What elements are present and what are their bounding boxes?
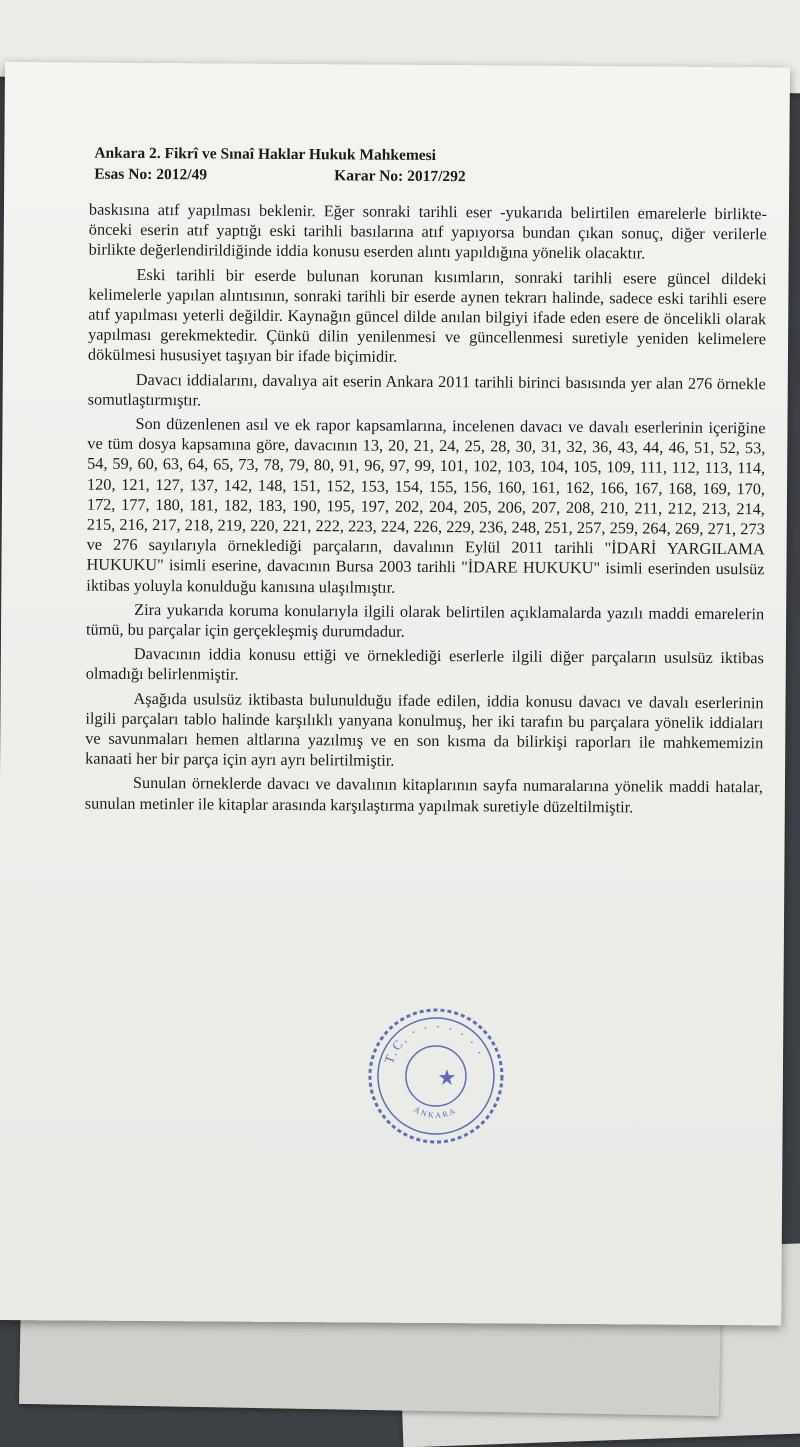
paragraph: Aşağıda usulsüz iktibasta bulunulduğu ifade edilen, iddia konusu davacı ve davalı eserlerinin ilgili parçaları tablo halinde karşılıklı yanyana konulmuş, her iki tarafın bu parçalara yönelik iddiaları ve savunmaları hemen altlarına yazılmış ve en son kısma da bilirkişi raporları ile mahkememizin kanaati her bir parça için ayrı ayrı belirtilmiştir. xyxy=(85,688,764,771)
paragraph: Son düzenlenen asıl ve ek rapor kapsamlarına, incelenen davacı ve davalı eserlerinin içeriğine ve tüm dosya kapsamına göre, davacının 13, 20, 21, 24, 25, 28, 30, 31, 32, 36, 43, 44, 46, 51, 52, 53, 54, 59, 60, 63, 64, 65, 73, 78, 79, 80, 91, 96, 97, 99, 101, 102, 103, 104, 105, 109, 111, 112, 113, 114, 120, 121, 127, 137, 142, 148, 151, 152, 153, 154, 155, 156, 160, 161, 162, 166, 167, 168, 169, 170, 172, 177, 180, 181, 182, 183, 190, 195, 197, 202, 204, 205, 206, 207, 208, 210, 211, 212, 213, 214, 215, 216, 217, 218, 219, 220, 221, 222, 223, 224, 226, 229, 236, 248, 251, 257, 259, 264, 269, 271, 273 ve 276 sayılarıyla örneklediği parçaların, davalının Eylül 2011 tarihli "İDARİ YARGILAMA HUKUKU" isimli eserine, davacının Bursa 2003 tarihli "İDARE HUKUKU" isimli eserinden usulsüz iktibas yoluyla konulduğu kanısına ulaşılmıştır. xyxy=(86,413,766,597)
court-name: Ankara 2. Fikrî ve Sınaî Haklar Hukuk Mahkemesi xyxy=(94,144,437,165)
document-page xyxy=(0,62,790,1325)
svg-text:ANKARA: ANKARA xyxy=(412,1104,459,1121)
esas-number: Esas No: 2012/49 xyxy=(94,165,208,184)
court-seal-stamp xyxy=(362,1003,509,1150)
paragraph: Davacının iddia konusu ettiği ve örneklediği eserlerle ilgili diğer parçaların usulsüz iktibas olmadığı belirlenmiştir. xyxy=(85,644,764,685)
paragraph: Zira yukarıda koruma konularıyla ilgili olarak belirtilen açıklamalarda yazılı maddi emarelerin tümü, bu parçalar için gerçekleşmiş durumdadur. xyxy=(85,599,765,641)
karar-number: Karar No: 2017/292 xyxy=(334,167,466,186)
svg-text:T.C. · · · · · · ·: T.C. · · · · · · · xyxy=(380,1018,489,1066)
paragraph: Eski tarihli bir eserde bulunan korunan kısımların, sonraki tarihli esere güncel dildeki kelimelerle yapılan alıntısının, sonraki tarihli bir eserde aynen tekrarı halinde, sadece eski tarihli esere atıf yapılması yeterli değildir. Kaynağın güncel dilde anılan bilgiyi ifade eden esere de öncelikli olarak yapılması gerekmektedir. Çünkü dilin yenilenmesi ve güncellenmesi suretiyle yeniden kelimelere dökülmesi hususiyet taşıyan bir ifade biçimidir. xyxy=(87,264,767,367)
paragraph: baskısına atıf yapılması beklenir. Eğer sonraki tarihli eser -yukarıda belirtilen emarelerle birlikte- önceki eserin atıf yaptığı eski tarihli basılarına atıf yapıyorsa bundan çıkan sonuç, diğer verilerle birlikte değerlendirildiğinde iddia konusu eserden alıntı yapıldığına yönelik olacaktır. xyxy=(88,199,768,263)
paragraph: Davacı iddialarını, davalıya ait eserin Ankara 2011 tarihli birinci basısında yer alan 276 örnekle somutlaştırmıştır. xyxy=(87,369,766,410)
paragraph: Sunulan örneklerde davacı ve davalının kitaplarının sayfa numaralarına yönelik maddi hatalar, sunulan metinler ile kitaplar arasında karşılaştırma yapılmak suretiyle düzeltilmiştir. xyxy=(84,773,764,817)
document-header xyxy=(94,143,466,188)
document-body xyxy=(85,200,767,823)
